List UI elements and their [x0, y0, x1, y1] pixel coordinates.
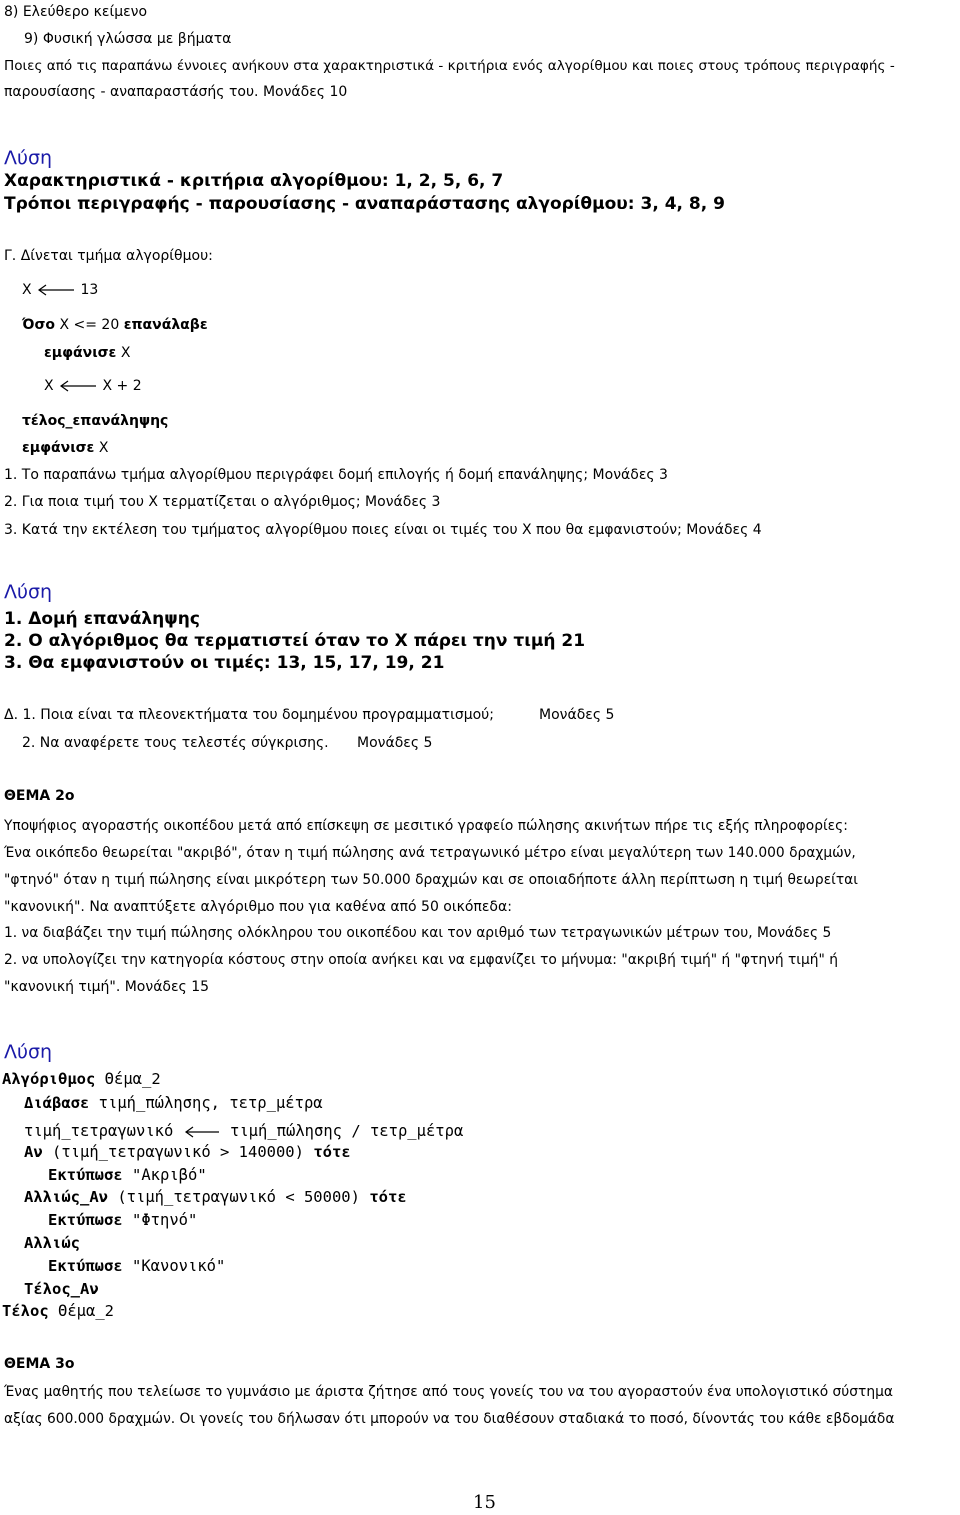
- theme-2-text-line-1: Υποψήφιος αγοραστής οικοπέδου μετά από επίσκεψη σε μεσιτικό γραφείο πώλησης ακινήτων πήρε τις εξής πληροφορίες:: [4, 818, 848, 834]
- solution-answer-1: 1. Δομή επανάληψης: [4, 609, 200, 629]
- keyword-telos: Τέλος: [2, 1302, 49, 1320]
- keyword-allios: Αλλιώς: [24, 1234, 80, 1252]
- keyword-tote: τότε: [313, 1143, 351, 1161]
- page-number: 15: [473, 1492, 496, 1513]
- solution-answer-2: Τρόποι περιγραφής - παρουσίασης - αναπαράστασης αλγορίθμου: 3, 4, 8, 9: [4, 194, 725, 214]
- code-line-end: [2, 1301, 114, 1321]
- theme-2-text-line-3: "φτηνό" όταν η τιμή πώλησης είναι μικρότερη των 50.000 δραχμών και σε οποιαδήποτε άλλη περίπτωση η τιμή θεωρείται: [4, 872, 858, 888]
- code-line-print-2: [48, 1210, 197, 1230]
- solution-answer-1: Χαρακτηριστικά - κριτήρια αλγορίθμου: 1, 2, 5, 6, 7: [4, 171, 504, 191]
- var-x: Χ: [22, 282, 32, 298]
- solution-answer-2: 2. Ο αλγόριθμος θα τερματιστεί όταν το Χ πάρει την τιμή 21: [4, 631, 586, 651]
- keyword-tote: τότε: [369, 1188, 407, 1206]
- assign-arrow-icon: [183, 1126, 221, 1138]
- part-g-question-3: 3. Κατά την εκτέλεση του τμήματος αλγορίθμου ποιες είναι οι τιμές του Χ που θα εμφανιστούν; Μονάδες 4: [4, 522, 762, 538]
- theme-2-text-line-2: Ένα οικόπεδο θεωρείται "ακριβό", όταν η τιμή πώλησης ανά τετραγωνικό μέτρο είναι μεγαλύτερη των 140.000 δραχμών,: [4, 845, 856, 861]
- theme-2-text-line-7: "κανονική τιμή". Μονάδες 15: [4, 979, 210, 995]
- if-condition: (τιμή_τετραγωνικό > 140000): [52, 1143, 304, 1161]
- solution-heading: Λύση: [4, 147, 53, 169]
- question-text-line-1: Ποιες από τις παραπάνω έννοιες ανήκουν στα χαρακτηριστικά - κριτήρια ενός αλγορίθμου και ποιες στους τρόπους περιγραφής -: [4, 58, 895, 74]
- part-g-intro: Γ. Δίνεται τμήμα αλγορίθμου:: [4, 248, 213, 264]
- theme-2-title: ΘΕΜΑ 2ο: [4, 788, 75, 804]
- theme-3-text-line-2: αξίας 600.000 δραχμών. Οι γονείς του δήλωσαν ότι μπορούν να του διαθέσουν σταδιακά το ποσό, δίνοντάς του κάθε εβδομάδα: [4, 1411, 895, 1427]
- part-g-question-1: 1. Το παραπάνω τμήμα αλγορίθμου περιγράφει δομή επιλογής ή δομή επανάληψης; Μονάδες 3: [4, 467, 668, 483]
- keyword-allios-an: Αλλιώς_Αν: [24, 1188, 108, 1206]
- theme-2-text-line-4: "κανονική". Να αναπτύξετε αλγόριθμο που για καθένα από 50 οικόπεδα:: [4, 899, 512, 915]
- keyword-telos-an: Τέλος_Αν: [24, 1280, 99, 1298]
- assign-expression: τιμή_πώλησης / τετρ_μέτρα: [230, 1122, 464, 1140]
- code-line-algorithm: [2, 1069, 161, 1089]
- while-condition: Χ <= 20: [59, 317, 120, 333]
- keyword-ektypose: Εκτύπωσε: [48, 1257, 123, 1275]
- var-x: Χ: [44, 378, 54, 394]
- algorithm-line-while: [22, 316, 208, 334]
- question-text-line-2: παρουσίασης - αναπαραστάσής του. Μονάδες 10: [4, 84, 348, 100]
- code-line-print-3: [48, 1256, 225, 1276]
- assign-arrow-icon: [36, 284, 76, 296]
- part-d-marks-2: Μονάδες 5: [357, 735, 433, 751]
- print-string-2: "Φτηνό": [132, 1211, 198, 1229]
- keyword-epanalave: επανάλαβε: [123, 317, 208, 333]
- value-13: 13: [80, 282, 99, 298]
- algorithm-name: Θέμα_2: [104, 1070, 161, 1088]
- list-item-8: 8) Ελεύθερο κείμενο: [4, 4, 148, 20]
- part-d-question-1: Δ. 1. Ποια είναι τα πλεονεκτήματα του δομημένου προγραμματισμού;: [4, 707, 494, 723]
- algorithm-name: Θέμα_2: [58, 1302, 115, 1320]
- solution-heading: Λύση: [4, 581, 53, 603]
- code-line-if: [24, 1142, 351, 1162]
- keyword-an: Αν: [24, 1143, 43, 1161]
- keyword-algorithmos: Αλγόριθμος: [2, 1070, 96, 1088]
- keyword-emfanise: εμφάνισε: [22, 440, 95, 456]
- keyword-ektypose: Εκτύπωσε: [48, 1166, 123, 1184]
- keyword-ektypose: Εκτύπωσε: [48, 1211, 123, 1229]
- theme-2-text-line-6: 2. να υπολογίζει την κατηγορία κόστους στην οποία ανήκει και να εμφανίζει το μήνυμα: "ακριβή τιμή" ή "φτηνή τιμή" ή: [4, 952, 838, 968]
- part-d-marks-1: Μονάδες 5: [539, 707, 615, 723]
- part-d-question-2: 2. Να αναφέρετε τους τελεστές σύγκρισης.: [22, 735, 329, 751]
- print-string-3: "Κανονικό": [132, 1257, 226, 1275]
- print-string-1: "Ακριβό": [132, 1166, 207, 1184]
- else-if-condition: (τιμή_τετραγωνικό < 50000): [117, 1188, 360, 1206]
- theme-3-title: ΘΕΜΑ 3ο: [4, 1356, 75, 1372]
- var-x: Χ: [98, 440, 109, 456]
- keyword-oso: Όσο: [22, 317, 55, 333]
- theme-3-text-line-1: Ένας μαθητής που τελείωσε το γυμνάσιο με άριστα ζήτησε από τους γονείς του να του αγοραστούν ένα υπολογιστικό σύστημα: [4, 1384, 893, 1400]
- solution-answer-3: 3. Θα εμφανιστούν οι τιμές: 13, 15, 17, 19, 21: [4, 653, 445, 673]
- theme-2-text-line-5: 1. να διαβάζει την τιμή πώλησης ολόκληρου του οικοπέδου και τον αριθμό των τετραγωνικών μέτρων του, Μονάδες 5: [4, 925, 832, 941]
- code-line-else-if: [24, 1187, 407, 1207]
- increment-expression: Χ + 2: [102, 378, 142, 394]
- algorithm-line-print-1: [44, 344, 130, 362]
- solution-heading: Λύση: [4, 1041, 53, 1063]
- list-item-9: 9) Φυσική γλώσσα με βήματα: [24, 31, 232, 47]
- keyword-telos-epanalipsis: τέλος_επανάληψης: [22, 413, 169, 429]
- code-line-print-1: [48, 1165, 207, 1185]
- algorithm-line-assign: [22, 281, 98, 299]
- assign-target: τιμή_τετραγωνικό: [24, 1122, 174, 1140]
- keyword-diavase: Διάβασε: [24, 1094, 90, 1112]
- algorithm-line-print-2: [22, 439, 108, 457]
- code-line-assign: [24, 1121, 463, 1141]
- var-x: Χ: [120, 345, 131, 361]
- read-arguments: τιμή_πώλησης, τετρ_μέτρα: [98, 1094, 323, 1112]
- part-g-question-2: 2. Για ποια τιμή του Χ τερματίζεται ο αλγόριθμος; Μονάδες 3: [4, 494, 441, 510]
- keyword-emfanise: εμφάνισε: [44, 345, 117, 361]
- code-line-read: [24, 1093, 323, 1113]
- assign-arrow-icon: [58, 380, 98, 392]
- algorithm-line-increment: [44, 377, 142, 395]
